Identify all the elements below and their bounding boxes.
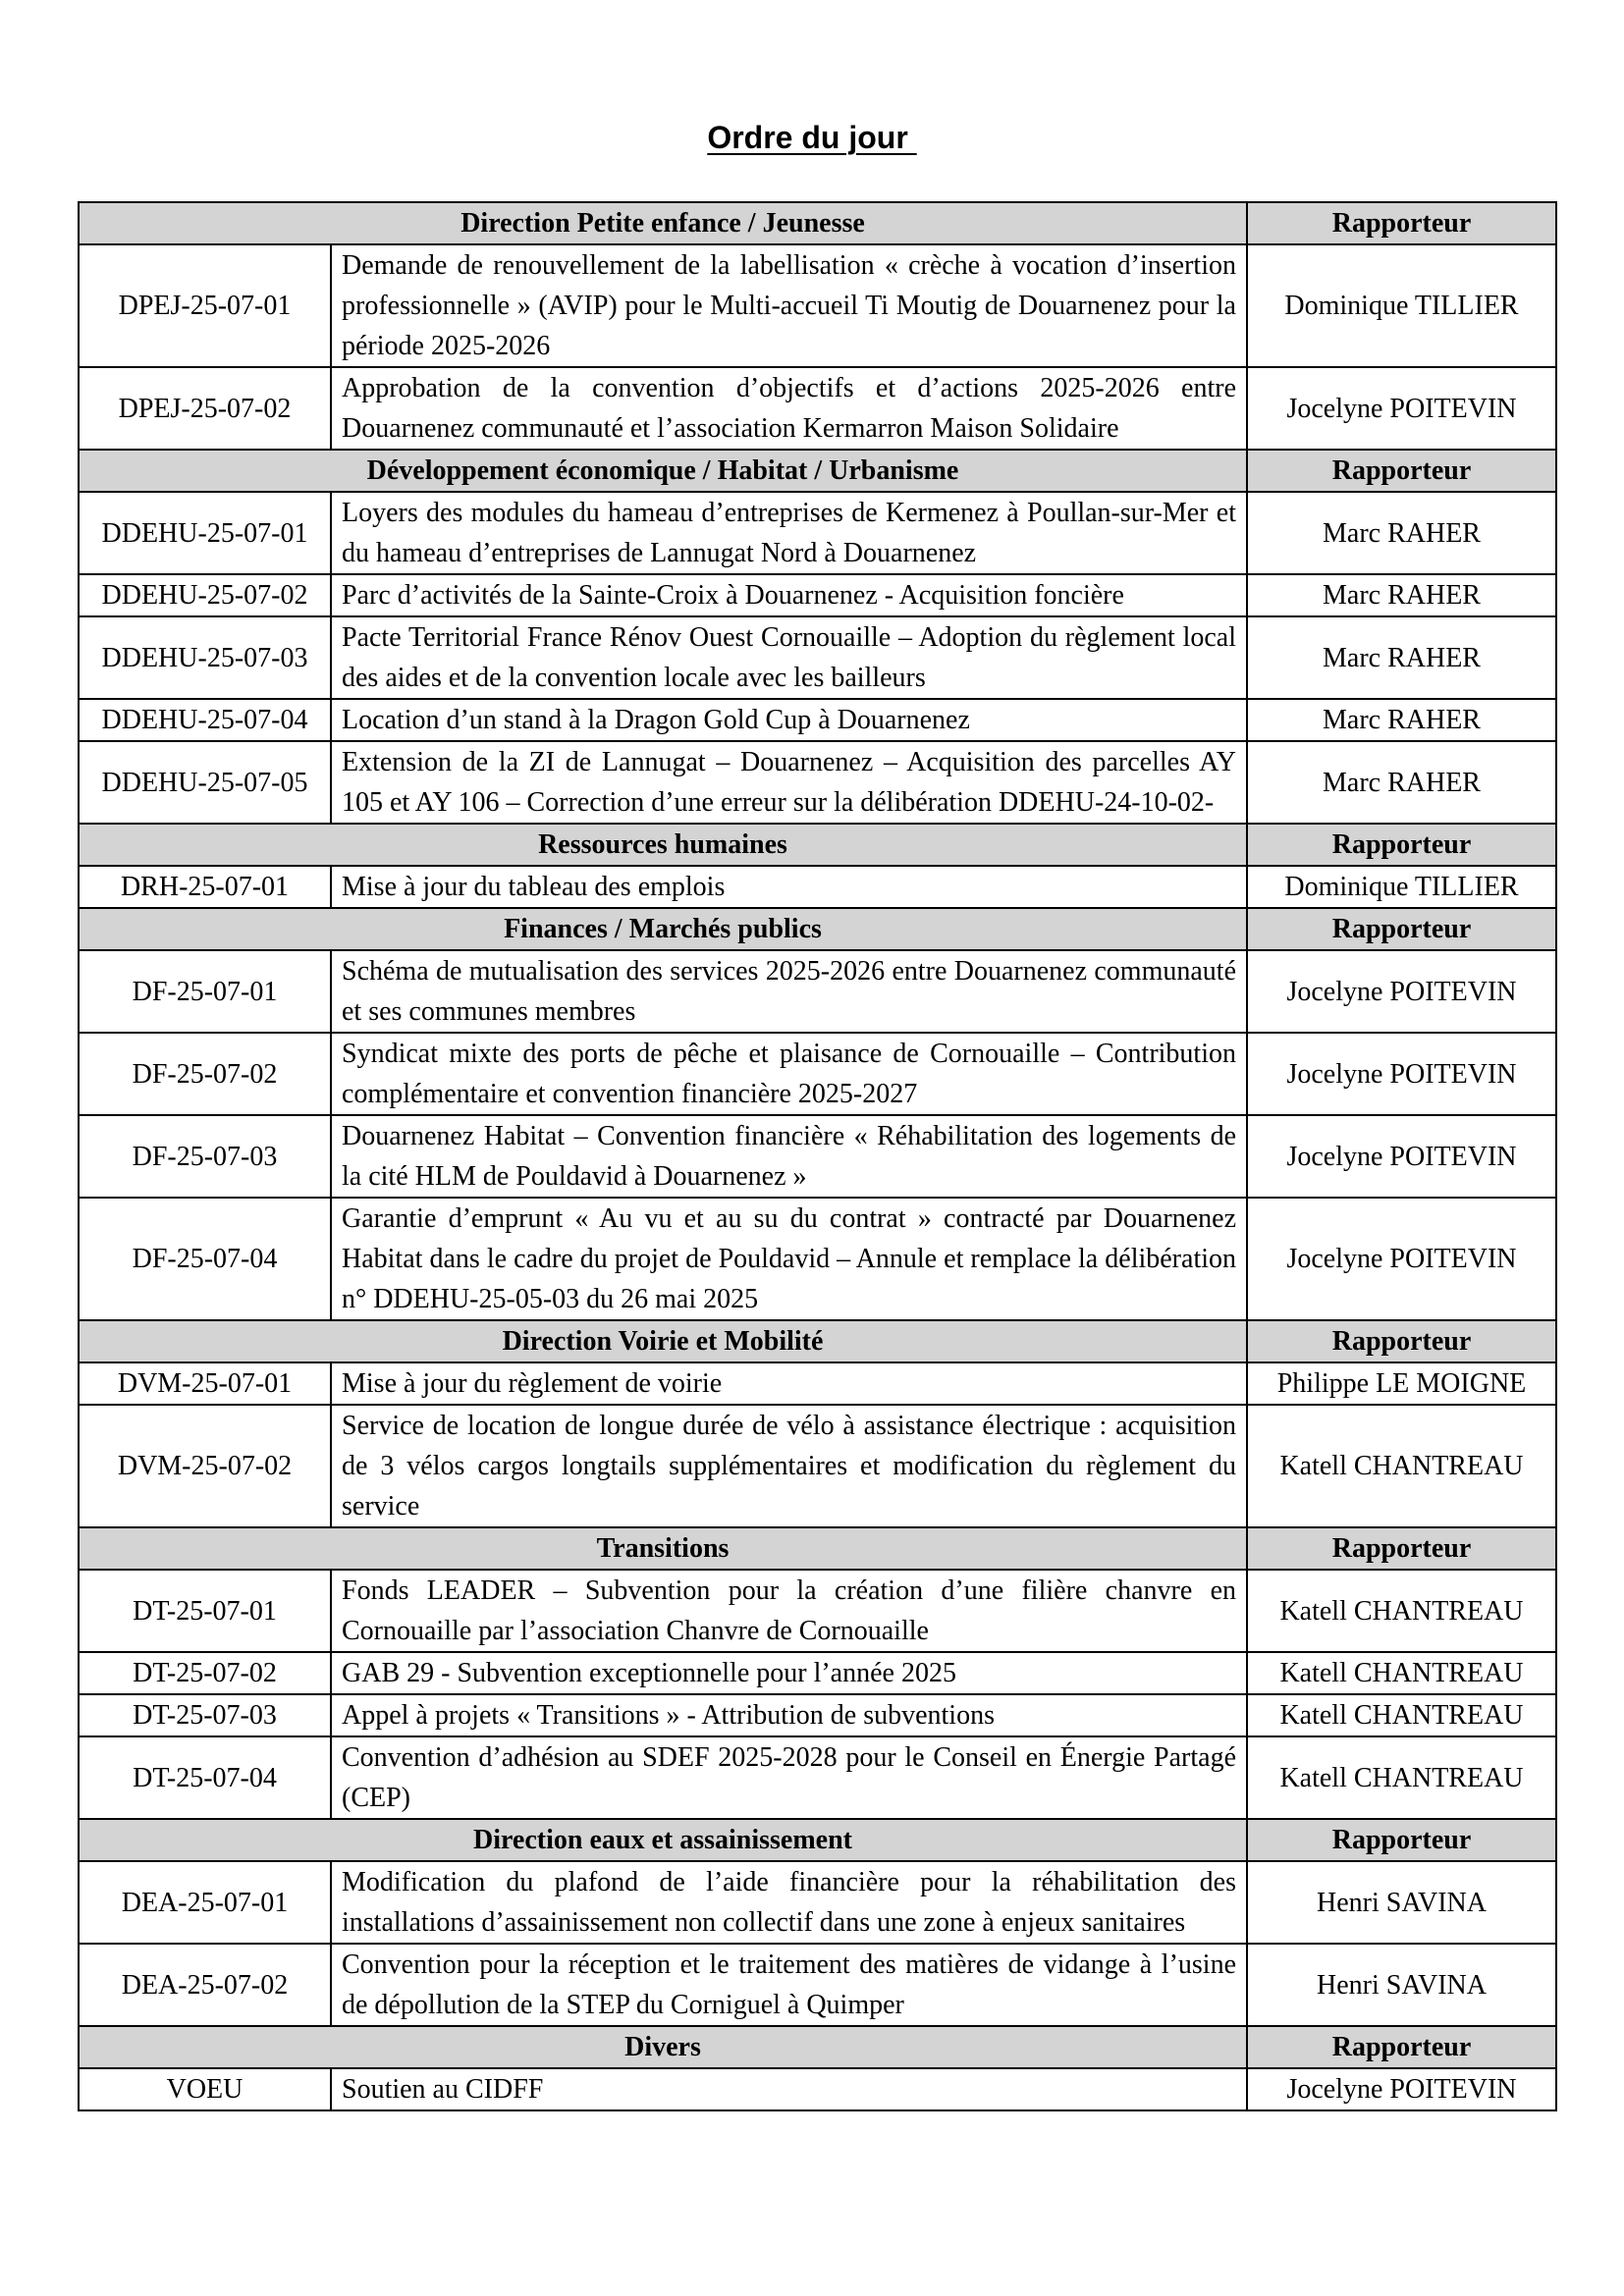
- item-code: DPEJ-25-07-01: [79, 244, 331, 367]
- agenda-item-row: [79, 1362, 1556, 1405]
- item-subject: Extension de la ZI de Lannugat – Douarnenez – Acquisition des parcelles AY 105 et AY 106 – Correction d’une erreur sur la délibération DDEHU-24-10-02-: [331, 741, 1247, 824]
- rapporteur-column-label: Rapporteur: [1247, 1320, 1556, 1362]
- agenda-item-row: [79, 244, 1556, 367]
- item-code: DDEHU-25-07-03: [79, 616, 331, 699]
- agenda-item-row: [79, 1736, 1556, 1819]
- agenda-item-row: [79, 574, 1556, 616]
- item-subject: Fonds LEADER – Subvention pour la création d’une filière chanvre en Cornouaille par l’association Chanvre de Cornouaille: [331, 1570, 1247, 1652]
- item-rapporteur: Jocelyne POITEVIN: [1247, 1115, 1556, 1198]
- item-code: DT-25-07-04: [79, 1736, 331, 1819]
- item-subject: Convention pour la réception et le traitement des matières de vidange à l’usine de dépollution de la STEP du Corniguel à Quimper: [331, 1944, 1247, 2026]
- item-rapporteur: Marc RAHER: [1247, 699, 1556, 741]
- agenda-table-body: [79, 202, 1556, 2110]
- agenda-item-row: [79, 1944, 1556, 2026]
- item-rapporteur: Marc RAHER: [1247, 574, 1556, 616]
- item-code: DT-25-07-03: [79, 1694, 331, 1736]
- item-rapporteur: Katell CHANTREAU: [1247, 1570, 1556, 1652]
- item-rapporteur: Jocelyne POITEVIN: [1247, 1033, 1556, 1115]
- item-subject: Soutien au CIDFF: [331, 2068, 1247, 2110]
- rapporteur-column-label: Rapporteur: [1247, 908, 1556, 950]
- section-header-row: [79, 1527, 1556, 1570]
- section-heading: Direction Voirie et Mobilité: [79, 1320, 1247, 1362]
- section-heading: Développement économique / Habitat / Urbanisme: [79, 450, 1247, 492]
- item-rapporteur: Marc RAHER: [1247, 616, 1556, 699]
- item-code: DF-25-07-01: [79, 950, 331, 1033]
- item-rapporteur: Marc RAHER: [1247, 741, 1556, 824]
- section-header-row: [79, 2026, 1556, 2068]
- item-subject: Loyers des modules du hameau d’entreprises de Kermenez à Poullan-sur-Mer et du hameau d’entreprises de Lannugat Nord à Douarnenez: [331, 492, 1247, 574]
- item-rapporteur: Katell CHANTREAU: [1247, 1652, 1556, 1694]
- section-heading: Transitions: [79, 1527, 1247, 1570]
- agenda-item-row: [79, 1115, 1556, 1198]
- item-code: DF-25-07-03: [79, 1115, 331, 1198]
- item-code: DDEHU-25-07-04: [79, 699, 331, 741]
- item-subject: Parc d’activités de la Sainte-Croix à Douarnenez - Acquisition foncière: [331, 574, 1247, 616]
- agenda-item-row: [79, 1861, 1556, 1944]
- agenda-item-row: [79, 1033, 1556, 1115]
- item-rapporteur: Henri SAVINA: [1247, 1944, 1556, 2026]
- item-code: DPEJ-25-07-02: [79, 367, 331, 450]
- section-header-row: [79, 202, 1556, 244]
- item-code: DEA-25-07-02: [79, 1944, 331, 2026]
- item-subject: Service de location de longue durée de vélo à assistance électrique : acquisition de 3 vélos cargos longtails supplémentaires et modification du règlement du service: [331, 1405, 1247, 1527]
- item-rapporteur: Katell CHANTREAU: [1247, 1405, 1556, 1527]
- section-header-row: [79, 908, 1556, 950]
- item-rapporteur: Jocelyne POITEVIN: [1247, 950, 1556, 1033]
- item-code: DT-25-07-02: [79, 1652, 331, 1694]
- agenda-item-row: [79, 1694, 1556, 1736]
- item-subject: Modification du plafond de l’aide financière pour la réhabilitation des installations d’assainissement non collectif dans une zone à enjeux sanitaires: [331, 1861, 1247, 1944]
- item-rapporteur: Dominique TILLIER: [1247, 866, 1556, 908]
- agenda-item-row: [79, 699, 1556, 741]
- item-rapporteur: Jocelyne POITEVIN: [1247, 1198, 1556, 1320]
- item-rapporteur: Marc RAHER: [1247, 492, 1556, 574]
- page-title: Ordre du jour: [707, 120, 917, 155]
- section-heading: Direction Petite enfance / Jeunesse: [79, 202, 1247, 244]
- item-rapporteur: Jocelyne POITEVIN: [1247, 2068, 1556, 2110]
- agenda-item-row: [79, 1405, 1556, 1527]
- agenda-item-row: [79, 1652, 1556, 1694]
- agenda-item-row: [79, 616, 1556, 699]
- section-header-row: [79, 450, 1556, 492]
- agenda-item-row: [79, 492, 1556, 574]
- item-subject: Appel à projets « Transitions » - Attribution de subventions: [331, 1694, 1247, 1736]
- item-code: DVM-25-07-01: [79, 1362, 331, 1405]
- item-rapporteur: Jocelyne POITEVIN: [1247, 367, 1556, 450]
- item-subject: Schéma de mutualisation des services 2025-2026 entre Douarnenez communauté et ses communes membres: [331, 950, 1247, 1033]
- rapporteur-column-label: Rapporteur: [1247, 1527, 1556, 1570]
- agenda-item-row: [79, 1570, 1556, 1652]
- agenda-item-row: [79, 950, 1556, 1033]
- item-subject: Pacte Territorial France Rénov Ouest Cornouaille – Adoption du règlement local des aides et de la convention locale avec les bailleurs: [331, 616, 1247, 699]
- item-code: DDEHU-25-07-05: [79, 741, 331, 824]
- item-subject: GAB 29 - Subvention exceptionnelle pour l’année 2025: [331, 1652, 1247, 1694]
- rapporteur-column-label: Rapporteur: [1247, 824, 1556, 866]
- item-code: DRH-25-07-01: [79, 866, 331, 908]
- item-code: DVM-25-07-02: [79, 1405, 331, 1527]
- rapporteur-column-label: Rapporteur: [1247, 450, 1556, 492]
- section-heading: Divers: [79, 2026, 1247, 2068]
- item-code: VOEU: [79, 2068, 331, 2110]
- item-subject: Mise à jour du tableau des emplois: [331, 866, 1247, 908]
- item-subject: Syndicat mixte des ports de pêche et plaisance de Cornouaille – Contribution complémentaire et convention financière 2025-2027: [331, 1033, 1247, 1115]
- item-subject: Garantie d’emprunt « Au vu et au su du contrat » contracté par Douarnenez Habitat dans le cadre du projet de Pouldavid – Annule et remplace la délibération n° DDEHU-25-05-03 du 26 mai 2025: [331, 1198, 1247, 1320]
- section-header-row: [79, 1320, 1556, 1362]
- item-code: DT-25-07-01: [79, 1570, 331, 1652]
- item-subject: Location d’un stand à la Dragon Gold Cup à Douarnenez: [331, 699, 1247, 741]
- item-subject: Convention d’adhésion au SDEF 2025-2028 pour le Conseil en Énergie Partagé (CEP): [331, 1736, 1247, 1819]
- item-rapporteur: Philippe LE MOIGNE: [1247, 1362, 1556, 1405]
- section-header-row: [79, 824, 1556, 866]
- item-code: DF-25-07-04: [79, 1198, 331, 1320]
- section-header-row: [79, 1819, 1556, 1861]
- item-rapporteur: Henri SAVINA: [1247, 1861, 1556, 1944]
- item-subject: Douarnenez Habitat – Convention financière « Réhabilitation des logements de la cité HLM de Pouldavid à Douarnenez »: [331, 1115, 1247, 1198]
- item-subject: Approbation de la convention d’objectifs et d’actions 2025-2026 entre Douarnenez communauté et l’association Kermarron Maison Solidaire: [331, 367, 1247, 450]
- section-heading: Ressources humaines: [79, 824, 1247, 866]
- item-code: DEA-25-07-01: [79, 1861, 331, 1944]
- item-code: DDEHU-25-07-02: [79, 574, 331, 616]
- item-subject: Mise à jour du règlement de voirie: [331, 1362, 1247, 1405]
- agenda-item-row: [79, 741, 1556, 824]
- rapporteur-column-label: Rapporteur: [1247, 2026, 1556, 2068]
- agenda-item-row: [79, 1198, 1556, 1320]
- section-heading: Direction eaux et assainissement: [79, 1819, 1247, 1861]
- item-code: DDEHU-25-07-01: [79, 492, 331, 574]
- item-code: DF-25-07-02: [79, 1033, 331, 1115]
- agenda-table: [78, 201, 1557, 2111]
- agenda-item-row: [79, 367, 1556, 450]
- item-rapporteur: Katell CHANTREAU: [1247, 1694, 1556, 1736]
- agenda-item-row: [79, 866, 1556, 908]
- rapporteur-column-label: Rapporteur: [1247, 1819, 1556, 1861]
- item-rapporteur: Dominique TILLIER: [1247, 244, 1556, 367]
- item-rapporteur: Katell CHANTREAU: [1247, 1736, 1556, 1819]
- rapporteur-column-label: Rapporteur: [1247, 202, 1556, 244]
- section-heading: Finances / Marchés publics: [79, 908, 1247, 950]
- item-subject: Demande de renouvellement de la labellisation « crèche à vocation d’insertion professionnelle » (AVIP) pour le Multi-accueil Ti Moutig de Douarnenez pour la période 2025-2026: [331, 244, 1247, 367]
- agenda-item-row: [79, 2068, 1556, 2110]
